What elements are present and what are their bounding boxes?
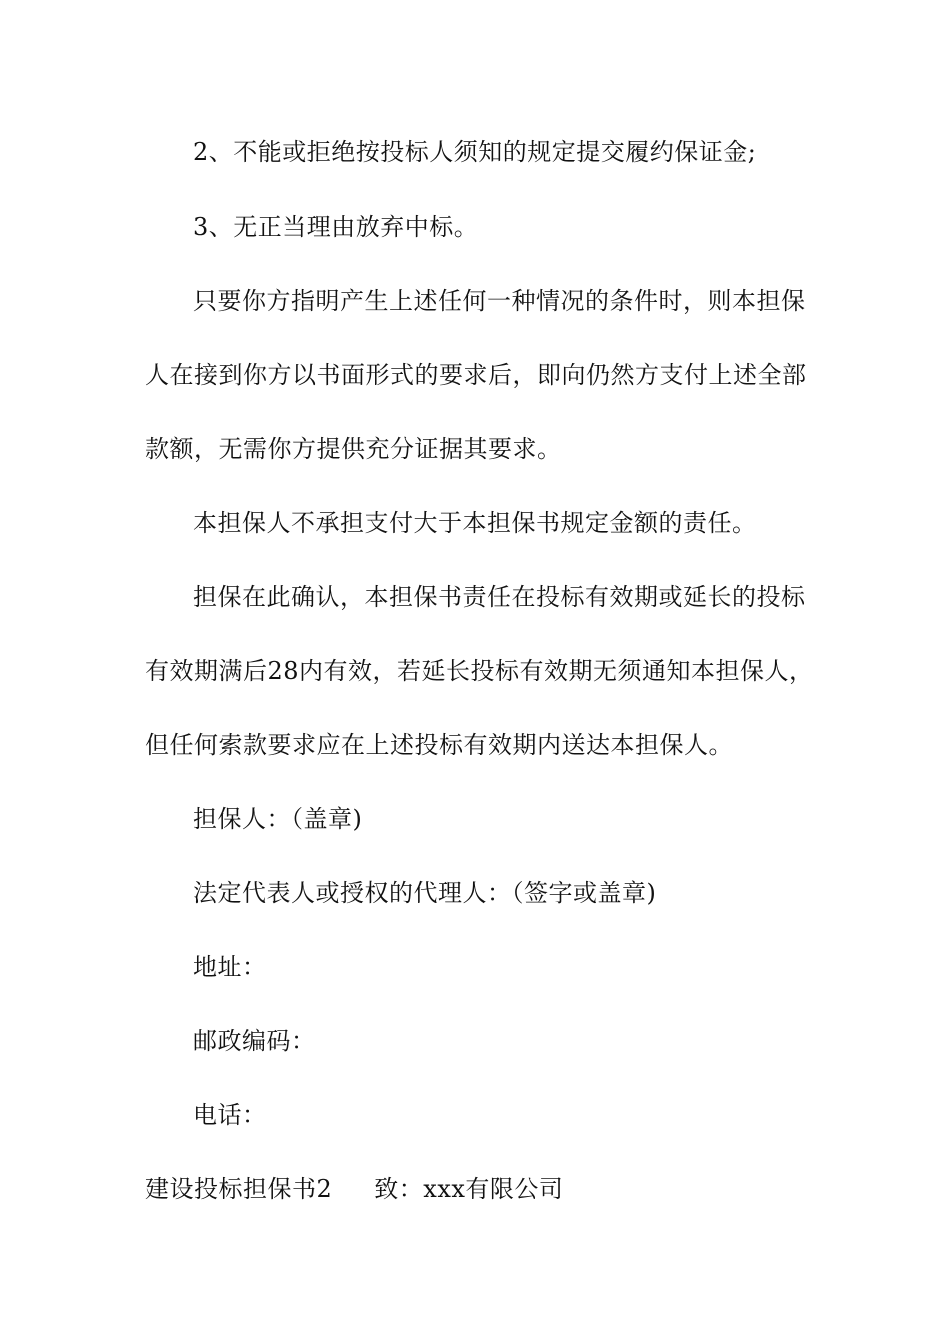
- legal-representative-field: 法定代表人或授权的代理人：（签字或盖章): [193, 879, 657, 907]
- document-title: 建设投标担保书2: [145, 1175, 333, 1203]
- paragraph-line: 人在接到你方以书面形式的要求后，即向仍然方支付上述全部: [145, 361, 807, 389]
- address-field: 地址：: [193, 953, 267, 981]
- phone-field: 电话：: [193, 1101, 267, 1129]
- paragraph-line: 本担保人不承担支付大于本担保书规定金额的责任。: [193, 509, 757, 537]
- paragraph-line: 但任何索款要求应在上述投标有效期内送达本担保人。: [145, 731, 733, 759]
- clause-2: 2、不能或拒绝按投标人须知的规定提交履约保证金;: [193, 138, 757, 166]
- postal-code-field: 邮政编码：: [193, 1027, 316, 1055]
- paragraph-line: 有效期满后28内有效，若延长投标有效期无须通知本担保人，: [145, 657, 814, 685]
- guarantor-field: 担保人：（盖章): [193, 805, 363, 833]
- paragraph-line: 款额，无需你方提供充分证据其要求。: [145, 435, 562, 463]
- next-document-heading: [145, 1173, 815, 1205]
- recipient-line: 致：xxx有限公司: [374, 1175, 564, 1203]
- paragraph-line: 只要你方指明产生上述任何一种情况的条件时，则本担保: [193, 287, 806, 315]
- clause-3: 3、无正当理由放弃中标。: [193, 213, 479, 241]
- paragraph-line: 担保在此确认，本担保书责任在投标有效期或延长的投标: [193, 583, 806, 611]
